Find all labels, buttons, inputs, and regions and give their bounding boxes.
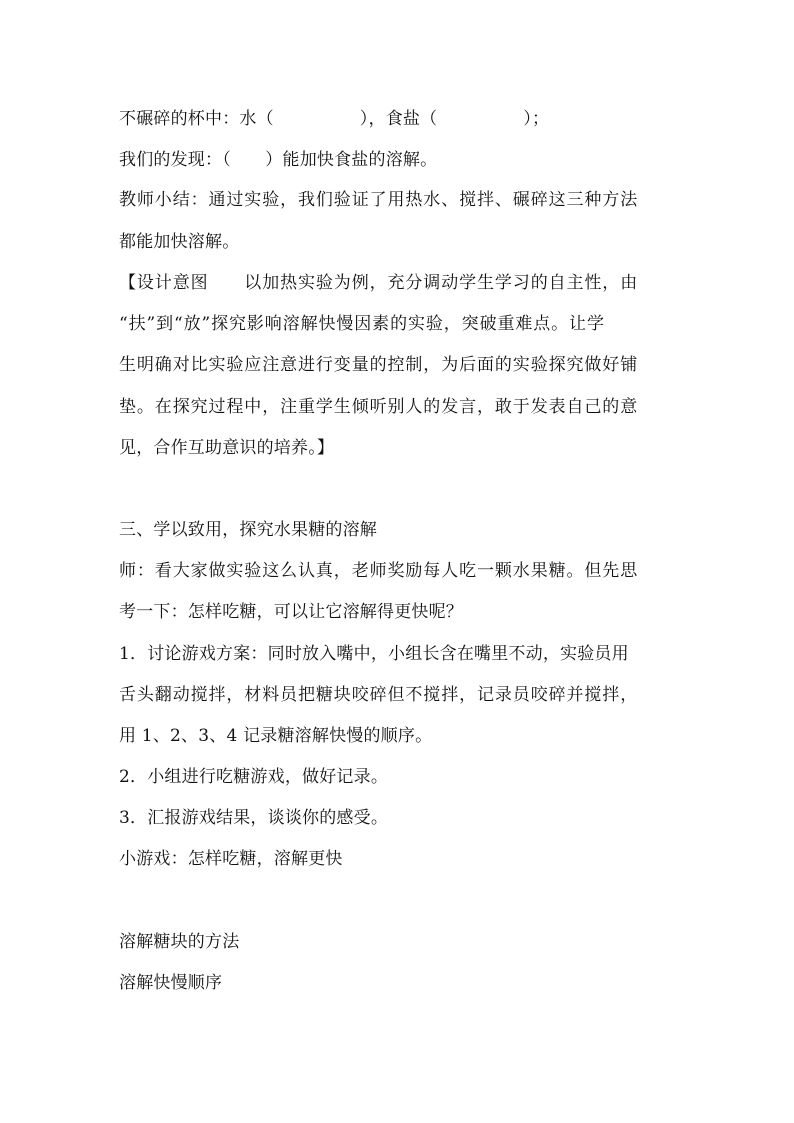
line-order-label: 溶解快慢顺序: [119, 973, 223, 993]
list-item-1: 1．讨论游戏方案：同时放入嘴中，小组长含在嘴里不动，实验员用: [119, 644, 629, 664]
line-comparison-uncrushed: 不碾碎的杯中：水（ ），食盐（ ）；: [119, 109, 550, 129]
list-item-2: 2．小组进行吃糖游戏，做好记录。: [119, 767, 389, 787]
line-teacher-reward: 师：看大家做实验这么认真，老师奖励每人吃一颗水果糖。但先思: [119, 561, 639, 581]
line-mini-game: 小游戏：怎样吃糖，溶解更快: [119, 849, 343, 869]
line-think-question: 考一下：怎样吃糖，可以让它溶解得更快呢？: [119, 602, 463, 622]
list-item-1-cont-2: 用 1、2、3、4 记录糖溶解快慢的顺序。: [119, 726, 433, 746]
line-method-label: 溶解糖块的方法: [119, 932, 240, 952]
line-teacher-summary-cont: 都能加快溶解。: [119, 232, 240, 252]
line-design-intent-2: “扶”到“放”探究影响溶解快慢因素的实验，突破重难点。让学: [119, 314, 605, 334]
line-design-intent: 【设计意图 以加热实验为例，充分调动学生学习的自主性，由: [119, 273, 639, 293]
line-our-discovery: 我们的发现：（ ）能加快食盐的溶解。: [119, 150, 438, 170]
list-item-1-cont: 舌头翻动搅拌，材料员把糖块咬碎但不搅拌，记录员咬碎并搅拌，: [119, 685, 639, 705]
line-design-intent-4: 垫。在探究过程中，注重学生倾听别人的发言，敢于发表自己的意: [119, 397, 639, 417]
list-item-3: 3．汇报游戏结果，谈谈你的感受。: [119, 808, 389, 828]
line-design-intent-5: 见，合作互助意识的培养。】: [119, 438, 335, 458]
line-teacher-summary: 教师小结：通过实验，我们验证了用热水、搅拌、碾碎这三种方法: [119, 190, 639, 210]
section-heading-three: 三、学以致用，探究水果糖的溶解: [119, 520, 377, 540]
line-design-intent-3: 生明确对比实验应注意进行变量的控制，为后面的实验探究做好铺: [119, 355, 639, 375]
